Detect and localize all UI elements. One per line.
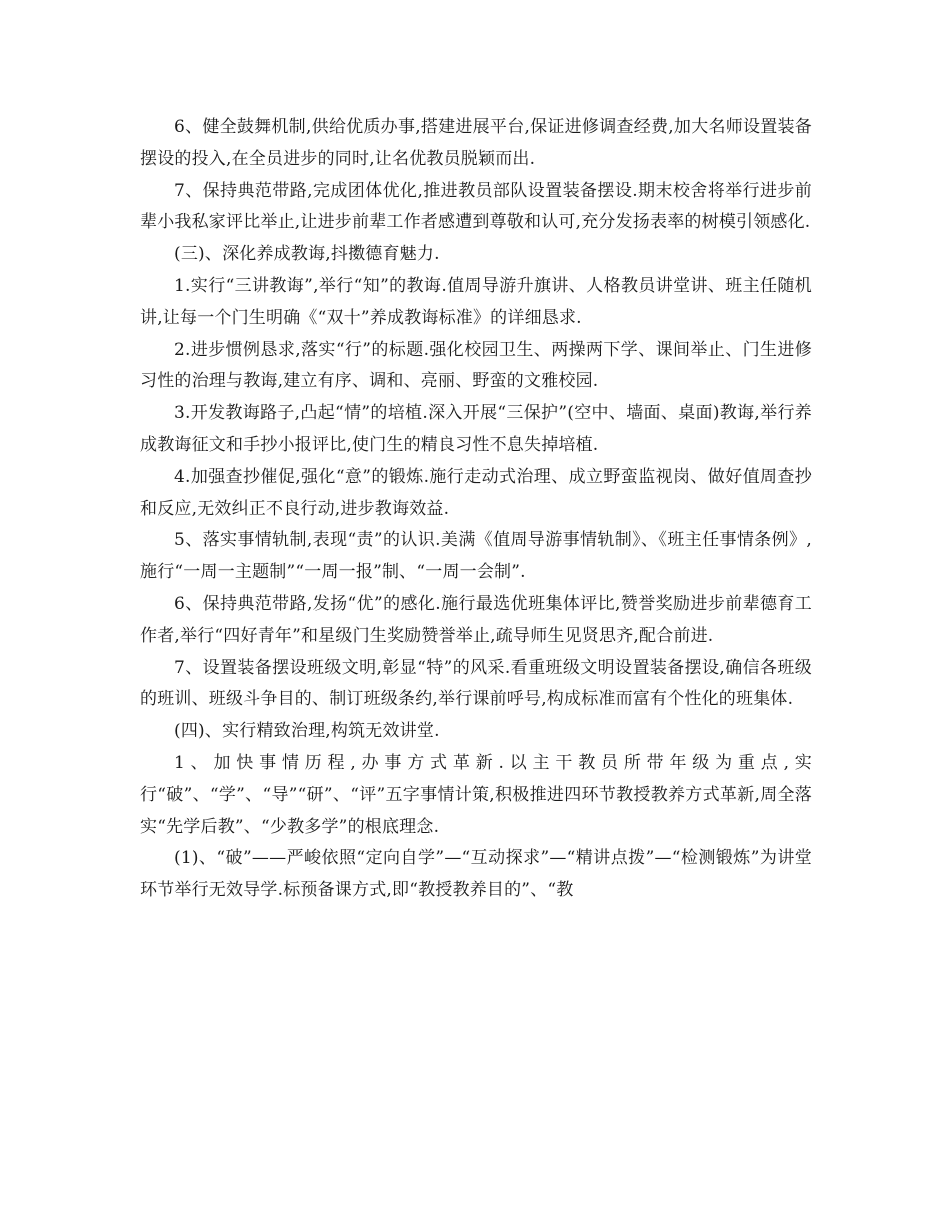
paragraph-5: 2.进步惯例恳求,落实“行”的标题.强化校园卫生、两操两下学、课间举止、门生进修习性的治理与教诲,建立有序、调和、亮丽、野蛮的文雅校园. [140,339,812,392]
section-heading-3: (三)、深化养成教诲,抖擞德育魅力. [174,244,440,265]
paragraph-8: 5、落实事情轨制,表现“责”的认识.美满《值周导游事情轨制》、《班主任事情条例》,施行“一周一主题制”“一周一报”制、“一周一会制”. [140,530,812,583]
section-heading-4: (四)、实行精致治理,构筑无效讲堂. [174,721,440,742]
paragraph-6: 3.开发教诲路子,凸起“情”的培植.深入开展“三保护”(空中、墙面、桌面)教诲,举行养成教诲征文和手抄小报评比,使门生的精良习性不息失掉培植. [140,403,812,455]
paragraph-12: 1、加快事情历程,办事方式革新.以主干教员所带年级为重点,实行“破”、“学”、“导”“研”、“评”五字事情计策,积极推进四环节教授教养方式革新,周全落实“先学后教”、“少教多学”的根底理念. [140,752,812,837]
paragraph-10: 7、设置装备摆设班级文明,彰显“特”的风采.看重班级文明设置装备摆设,确信各班级的班训、班级斗争目的、制订班级条约,举行课前呼号,构成标准而富有个性化的班集体. [140,657,812,710]
paragraph-2: 7、保持典范带路,完成团体优化,推进教员部队设置装备摆设.期末校舍将举行进步前辈小我私家评比举止,让进步前辈工作者感遭到尊敬和认可,充分发扬表率的树模引领感化. [140,180,812,233]
document-page [140,112,812,907]
paragraph-7: 4.加强查抄催促,强化“意”的锻炼.施行走动式治理、成立野蛮监视岗、做好值周查抄和反应,无效纠正不良行动,进步教诲效益. [140,466,812,519]
paragraph-1: 6、健全鼓舞机制,供给优质办事,搭建进展平台,保证进修调查经费,加大名师设置装备摆设的投入,在全员进步的同时,让名优教员脱颖而出. [140,117,812,169]
paragraph-4: 1.实行“三讲教诲”,举行“知”的教诲.值周导游升旗讲、人格教员讲堂讲、班主任随机讲,让每一个门生明确《“双十”养成教诲标准》的详细恳求. [140,275,812,328]
paragraph-9: 6、保持典范带路,发扬“优”的感化.施行最选优班集体评比,赞誉奖励进步前辈德育工作者,举行“四好青年”和星级门生奖励赞誉举止,疏导师生见贤思齐,配合前进. [140,593,812,646]
paragraph-13: (1)、“破”——严峻依照“定向自学”—“互动探求”—“精讲点拨”—“检测锻炼”为讲堂环节举行无效导学.标预备课方式,即“教授教养目的”、“教 [140,848,812,901]
